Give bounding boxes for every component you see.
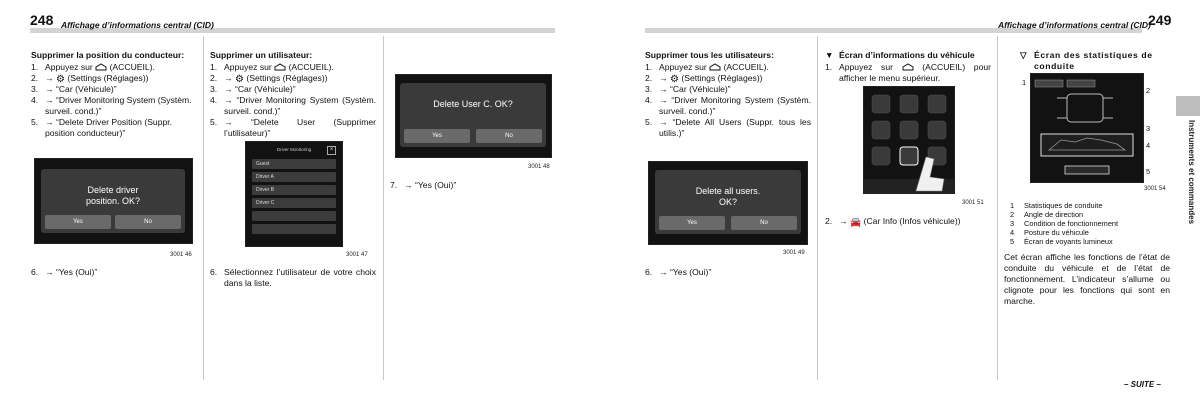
right-col1-text: Supprimer tous les utilisateurs: 1. Appuyez sur (ACCUEIL). 2. → ⚙ (Settings (Réglages)) 3. → “Car (Véhicule)” 4. → “Driver Monitoring System (Systèm. surveil. cond.)” 5. → “Delete All Users (Suppr. tous les utilis.)” — [645, 50, 811, 138]
left-page-number: 248 — [30, 12, 54, 28]
list-item[interactable]: Guest — [252, 159, 336, 169]
list-item[interactable]: Driver A — [252, 172, 336, 182]
list-item[interactable] — [252, 224, 336, 234]
list-header: Driver Monitoring — [276, 147, 312, 152]
column-divider — [817, 36, 818, 380]
screen-delete-driver-position — [34, 158, 193, 244]
column-divider — [997, 36, 998, 380]
callout-number: 5 — [1146, 167, 1151, 176]
left-col1-text: Supprimer la position du conducteur: 1. Appuyez sur (ACCUEIL). 2. → ⚙ (Settings (Réglages)) 3. → “Car (Véhicule)” 4. → “Driver Monitoring System (Systèm. surveil. cond.)” 5. → “Delete Driver Position (Suppr. position conducteur)” — [31, 50, 197, 139]
screen-user-list — [245, 141, 343, 247]
section-heading: Supprimer un utilisateur: — [210, 50, 313, 60]
dialog-message: Delete all users. OK? — [695, 186, 761, 207]
section-heading: Supprimer tous les utilisateurs: — [645, 50, 774, 60]
section-heading: Supprimer la position du conducteur: — [31, 50, 185, 60]
description-paragraph: Cet écran affiche les fonctions de l’état de conduite du véhicule et de l’état de fonctionnement. L’indicateur s’allume ou clignote pour les fonctions qui sont en marche. — [1004, 252, 1170, 306]
left-col2-step6: 6. Sélectionnez l’utilisateur de votre choix dans la liste. — [210, 267, 376, 288]
dialog-message: Delete User C. OK? — [433, 99, 513, 109]
screen-delete-all-users — [648, 161, 808, 245]
column-divider — [203, 36, 204, 380]
callout-number: 3 — [1146, 124, 1151, 133]
left-col2-text: Supprimer un utilisateur: 1. Appuyez sur (ACCUEIL). 2. → ⚙ (Settings (Réglages)) 3. → “Car (Véhicule)” 4. → “Driver Monitoring System (Systèm. surveil. cond.)” 5. → “Delete User (Supprimer l’utilisateur)” — [210, 50, 376, 138]
home-icon — [902, 63, 914, 71]
left-col1-step6: 6. → “Yes (Oui)” — [31, 267, 98, 277]
home-icon — [709, 63, 721, 71]
driving-statistics-figure — [1031, 74, 1143, 182]
callout-number: 1 — [1022, 78, 1027, 87]
screen-driving-statistics — [1030, 73, 1144, 183]
list-item[interactable] — [252, 211, 336, 221]
figure-id: 3001 54 — [1144, 186, 1166, 192]
home-icon — [95, 63, 107, 71]
section-heading: Écran d’informations du véhicule — [839, 50, 975, 60]
right-col1-step6: 6. → “Yes (Oui)” — [645, 267, 712, 277]
yes-button[interactable]: Yes — [659, 216, 725, 230]
right-page-number: 249 — [1148, 12, 1172, 28]
footer-continue: – SUITE – — [1124, 380, 1161, 389]
left-col3-step7: 7. → “Yes (Oui)” — [390, 180, 457, 190]
home-menu-grid — [864, 87, 954, 193]
gear-icon: ⚙ — [669, 74, 679, 85]
gear-icon: ⚙ — [55, 74, 65, 85]
screen-home-menu — [863, 86, 955, 194]
confirm-dialog — [655, 170, 801, 234]
yes-button[interactable]: Yes — [45, 215, 111, 229]
gear-icon: ⚙ — [234, 74, 244, 85]
right-running-title: Affichage d’informations central (CID) — [998, 20, 1151, 30]
figure-id: 3001 51 — [962, 200, 984, 206]
dialog-message: Delete driver position. OK? — [85, 185, 141, 206]
section-heading: Écran des statistiques de conduite — [1034, 50, 1153, 71]
figure-id: 3001 49 — [783, 250, 805, 256]
screen-delete-user — [395, 74, 552, 158]
no-button[interactable]: No — [115, 215, 181, 229]
yes-button[interactable]: Yes — [404, 129, 470, 143]
left-running-title: Affichage d’informations central (CID) — [61, 20, 214, 30]
close-icon[interactable]: × — [327, 146, 336, 155]
home-icon — [274, 63, 286, 71]
confirm-dialog — [400, 83, 546, 147]
right-col3-heading: ▽ Écran des statistiques de conduite — [1020, 50, 1168, 73]
list-item[interactable]: Driver C — [252, 198, 336, 208]
figure-legend: 1 Statistiques de conduite 2 Angle de direction 3 Condition de fonctionnement 4 Posture du véhicule 5 Écran de voyants lumineux — [1010, 201, 1119, 246]
car-info-icon: 🚘 — [849, 217, 862, 227]
no-button[interactable]: No — [731, 216, 797, 230]
list-item[interactable]: Driver B — [252, 185, 336, 195]
figure-id: 3001 48 — [528, 164, 550, 170]
right-col2-step2: 2. → 🚘 (Car Info (Infos véhicule)) — [825, 216, 961, 227]
right-col2-text: ▼ Écran d’informations du véhicule 1. Appuyez sur (ACCUEIL) pour afficher le menu supérieur. — [825, 50, 991, 83]
column-divider — [383, 36, 384, 380]
callout-number: 4 — [1146, 141, 1151, 150]
callout-number: 2 — [1146, 86, 1151, 95]
side-tab-label: Instruments et commandes — [1187, 120, 1196, 225]
confirm-dialog — [41, 169, 185, 233]
no-button[interactable]: No — [476, 129, 542, 143]
figure-id: 3001 46 — [170, 252, 192, 258]
section-tab — [1176, 96, 1200, 116]
figure-id: 3001 47 — [346, 252, 368, 258]
